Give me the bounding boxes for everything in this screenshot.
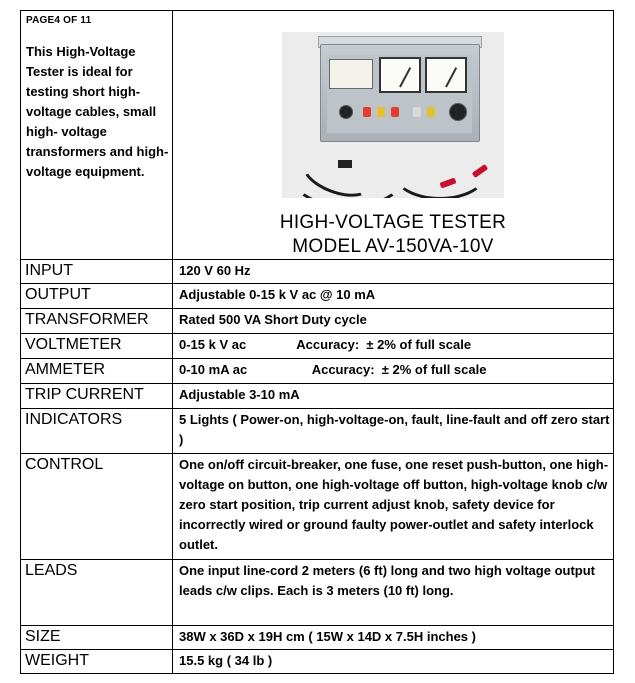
spec-row-leads: [21, 560, 614, 626]
product-cell: [173, 11, 614, 260]
spec-label: WEIGHT: [21, 650, 173, 674]
model-title-line1: HIGH-VOLTAGE TESTER: [279, 212, 507, 233]
intro-cell: [21, 11, 173, 260]
spec-row-ammeter: [21, 359, 614, 384]
spec-value: 120 V 60 Hz: [173, 260, 614, 284]
spec-row-indicators: [21, 409, 614, 454]
spec-row-size: [21, 626, 614, 650]
spec-value: One input line-cord 2 meters (6 ft) long and two high voltage output leads c/w clips. Each is 3 meters (10 ft) long.: [173, 560, 614, 626]
spec-value: Adjustable 0-15 k V ac @ 10 mA: [173, 284, 614, 309]
spec-label: LEADS: [21, 560, 173, 626]
page-label: PAGE4 OF 11: [26, 15, 92, 26]
spec-label: CONTROL: [21, 454, 173, 560]
model-title-line2: MODEL AV-150VA-10V: [292, 236, 494, 257]
spec-value: 0-15 k V ac Accuracy: ± 2% of full scale: [179, 337, 472, 352]
header-row: [21, 11, 614, 260]
spec-row-transformer: [21, 309, 614, 334]
spec-value: 5 Lights ( Power-on, high-voltage-on, fault, line-fault and off zero start ): [173, 409, 614, 454]
spec-row-trip-current: [21, 384, 614, 409]
spec-label: VOLTMETER: [21, 334, 173, 359]
spec-value: Rated 500 VA Short Duty cycle: [173, 309, 614, 334]
spec-label: TRANSFORMER: [21, 309, 173, 334]
spec-row-input: [21, 260, 614, 284]
spec-label: AMMETER: [21, 359, 173, 384]
spec-table: [20, 10, 614, 674]
spec-row-output: [21, 284, 614, 309]
spec-value: 15.5 kg ( 34 lb ): [173, 650, 614, 674]
spec-row-weight: [21, 650, 614, 674]
spec-label: INPUT: [21, 260, 173, 284]
spec-row-voltmeter: [21, 334, 614, 359]
spec-label: SIZE: [21, 626, 173, 650]
spec-value: One on/off circuit-breaker, one fuse, one reset push-button, one high-voltage on button, one high-voltage off button, high-voltage knob c/w zero start position, trip current adjust knob, safety device for incorrectly wired or ground faulty power-outlet and safety interlock outlet.: [173, 454, 614, 560]
spec-label: OUTPUT: [21, 284, 173, 309]
intro-text: This High-Voltage Tester is ideal for testing short high-voltage cables, small high- voltage transformers and high-voltage equipment.: [26, 44, 169, 179]
high-voltage-tester-photo-icon: [282, 32, 504, 198]
spec-value: 0-10 mA ac Accuracy: ± 2% of full scale: [179, 362, 487, 377]
spec-row-control: [21, 454, 614, 560]
spec-value: Adjustable 3-10 mA: [173, 384, 614, 409]
spec-value: 38W x 36D x 19H cm ( 15W x 14D x 7.5H inches ): [173, 626, 614, 650]
spec-label: TRIP CURRENT: [21, 384, 173, 409]
spec-label: INDICATORS: [21, 409, 173, 454]
